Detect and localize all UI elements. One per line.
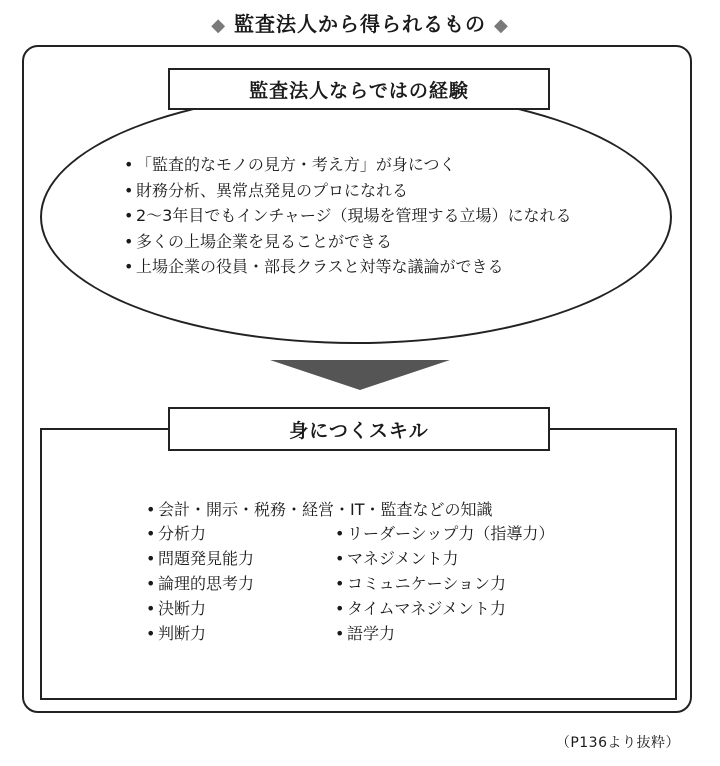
list-item: • 財務分析、異常点発見のプロになれる: [124, 180, 409, 200]
experience-label-text: 監査法人ならではの経験: [249, 79, 469, 102]
skills-label-text: 身につくスキル: [289, 419, 429, 442]
list-item: • 「監査的なモノの見方・考え方」が身につく: [124, 155, 456, 174]
list-item: • 問題発見能力: [146, 549, 255, 568]
list-item: • マネジメント力: [335, 549, 459, 568]
title-text: 監査法人から得られるもの: [234, 12, 486, 36]
list-item: • 上場企業の役員・部長クラスと対等な議論ができる: [124, 257, 504, 276]
down-arrow-icon: [270, 360, 450, 390]
diamond-left-icon: ◆: [211, 15, 227, 36]
list-item: • 語学力: [335, 624, 396, 643]
experience-label: [168, 68, 550, 110]
diagram-title: [0, 8, 720, 37]
list-item: • コミュニケーション力: [335, 574, 507, 593]
list-item: • 2〜3年目でもインチャージ（現場を管理する立場）になれる: [124, 206, 572, 225]
list-item: • タイムマネジメント力: [335, 599, 506, 618]
skills-label: [168, 407, 550, 451]
skills-knowledge-item: • 会計・開示・税務・経営・IT・監査などの知識: [146, 500, 493, 519]
diamond-right-icon: ◆: [493, 15, 509, 36]
skills-right-column: [335, 521, 554, 646]
list-item: • 多くの上場企業を見ることができる: [124, 231, 393, 251]
source-note: （P136より抜粋）: [555, 735, 680, 751]
experience-list: [124, 152, 572, 280]
list-item: • リーダーシップ力（指導力）: [335, 524, 555, 543]
list-item: • 論理的思考力: [146, 574, 255, 593]
list-item: • 分析力: [146, 524, 207, 543]
list-item: • 判断力: [146, 624, 207, 643]
skills-left-column: [146, 521, 254, 646]
list-item: • 決断力: [146, 599, 207, 618]
